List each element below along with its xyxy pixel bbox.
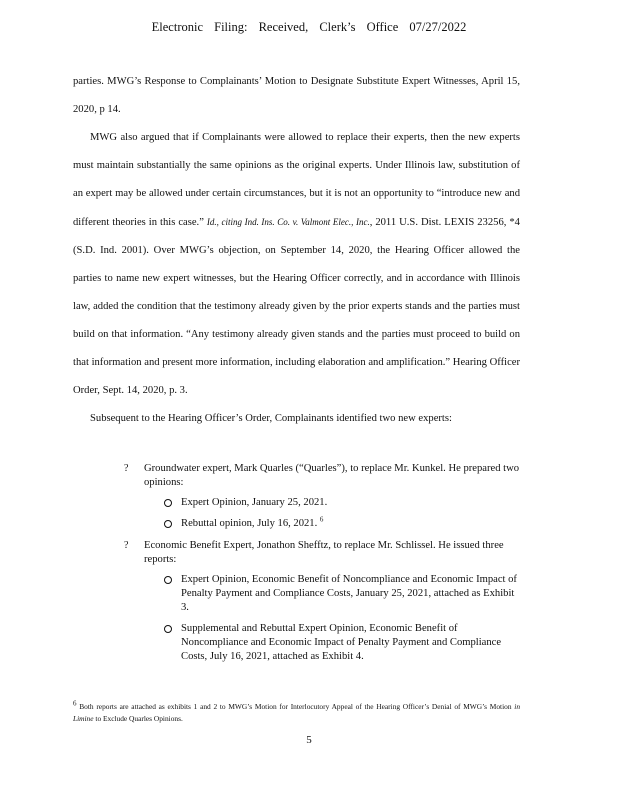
opinion-sublist	[144, 496, 520, 531]
footnote-reference[interactable]: 6	[319, 515, 324, 524]
footnote	[73, 701, 520, 725]
case-citation: Id., citing Ind. Ins. Co. v. Valmont Elec., Inc.	[206, 217, 370, 227]
filing-header: Electronic Filing: Received, Clerk’s Office 07/27/2022	[151, 20, 467, 34]
list-item-quarles	[120, 462, 520, 531]
paragraph-2	[73, 124, 520, 405]
circle-bullet-icon	[164, 520, 172, 528]
list-item-shefftz	[120, 539, 520, 664]
paragraph-1: parties. MWG’s Response to Complainants’ Motion to Designate Substitute Expert Witnesses, April 15, 2020, p 14.	[73, 76, 520, 115]
page-number: 5	[306, 734, 312, 746]
footnote-italic: in Limine	[73, 702, 521, 723]
report-sublist	[144, 573, 520, 664]
sub-list-item	[144, 573, 520, 615]
paragraph-2-continued: , 2011 U.S. Dist. LEXIS 23256, *4 (S.D. Ind. 2001). Over MWG’s objection, on September 14, 2020, the Hearing Officer allowed the parties to name new expert witnesses, but the Hearing Officer correctly, and in accordance with Illinois law, added the condition that the testimony already given by the prior experts stands and the parties must build on that information. “Any testimony already given stands and the parties must proceed to build on that information and present more information, including elaboration and amplification.” Hearing Officer Order, Sept. 14, 2020, p. 3.	[73, 217, 520, 396]
footnote-number: 6	[73, 699, 77, 708]
circle-bullet-icon	[164, 499, 172, 507]
list-item-text: Groundwater expert, Mark Quarles (“Quarles”), to replace Mr. Kunkel. He prepared two opinions:	[144, 463, 520, 488]
sub-item-text: Expert Opinion, January 25, 2021.	[181, 497, 328, 508]
footnote-text-end: to Exclude Quarles Opinions.	[95, 714, 183, 723]
expert-list	[120, 462, 520, 672]
list-item-text: Economic Benefit Expert, Jonathon Shefftz, to replace Mr. Schlissel. He issued three reports:	[144, 540, 504, 565]
body-text	[73, 68, 520, 433]
footnote-text: Both reports are attached as exhibits 1 and 2 to MWG’s Motion for Interlocutory Appeal of the Hearing Officer’s Denial of MWG’s Motion	[79, 702, 512, 711]
paragraph-2-text: MWG also argued that if Complainants were allowed to replace their experts, then the new experts must maintain substantially the same opinions as the original experts. Under Illinois law, substitution of an expert may be allowed under certain circumstances, but it is not an opportunity to “introduce new and different theories in this case.”	[73, 132, 520, 228]
sub-item-text: Expert Opinion, Economic Benefit of Noncompliance and Economic Impact of Penalty Payment and Compliance Costs, January 25, 2021, attached as Exhibit 3.	[181, 574, 517, 613]
sub-item-text: Rebuttal opinion, July 16, 2021.	[181, 518, 318, 529]
circle-bullet-icon	[164, 625, 172, 633]
circle-bullet-icon	[164, 576, 172, 584]
sub-list-item	[144, 622, 520, 664]
sub-list-item	[144, 517, 520, 531]
sub-item-text: Supplemental and Rebuttal Expert Opinion, Economic Benefit of Noncompliance and Economic Impact of Penalty Payment and Compliance Costs, July 16, 2021, attached as Exhibit 4.	[181, 623, 502, 662]
paragraph-3: Subsequent to the Hearing Officer’s Order, Complainants identified two new experts:	[90, 413, 452, 424]
bullet-mark: ?	[124, 463, 129, 474]
sub-list-item	[144, 496, 520, 510]
bullet-mark: ?	[124, 540, 129, 551]
